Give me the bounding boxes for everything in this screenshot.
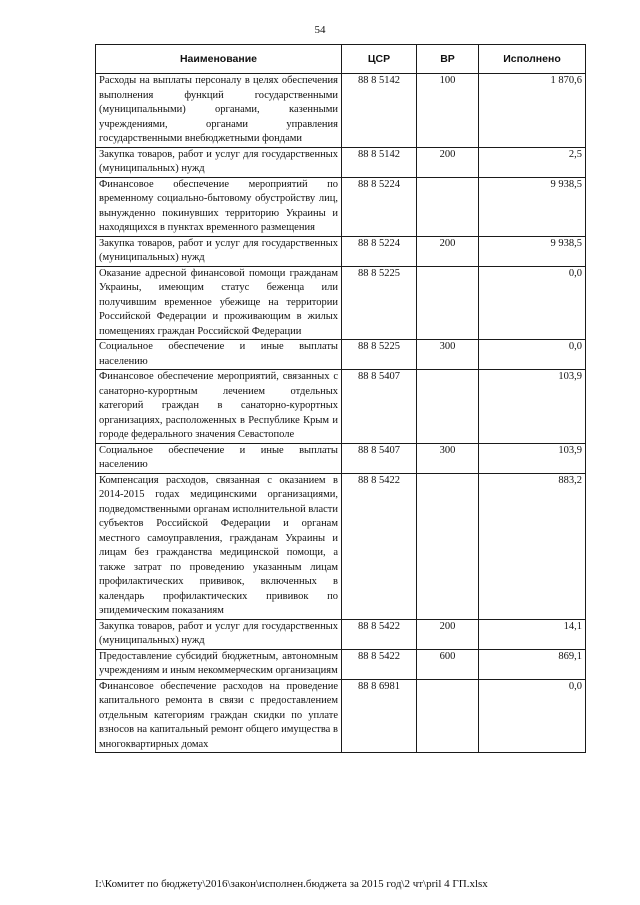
row-amount: 9 938,5 (479, 177, 586, 236)
row-amount: 0,0 (479, 679, 586, 753)
row-csr: 88 8 5422 (342, 619, 417, 649)
table-row (96, 236, 586, 266)
row-csr: 88 8 5407 (342, 370, 417, 444)
row-amount: 103,9 (479, 370, 586, 444)
table-row (96, 443, 586, 473)
row-name: Закупка товаров, работ и услуг для государственных (муниципальных) нужд (96, 619, 342, 649)
row-amount: 2,5 (479, 147, 586, 177)
row-vr (417, 370, 479, 444)
row-vr (417, 473, 479, 619)
row-name: Финансовое обеспечение мероприятий по временному социально-бытовому обустройству лиц, вынужденно покинувших территорию Украины и находящихся в пунктах временного размещения (96, 177, 342, 236)
row-amount: 0,0 (479, 266, 586, 340)
row-vr: 200 (417, 236, 479, 266)
row-vr: 200 (417, 619, 479, 649)
table-row (96, 340, 586, 370)
row-name: Закупка товаров, работ и услуг для государственных (муниципальных) нужд (96, 147, 342, 177)
row-vr (417, 679, 479, 753)
row-amount: 1 870,6 (479, 74, 586, 148)
row-csr: 88 8 5142 (342, 147, 417, 177)
row-amount: 14,1 (479, 619, 586, 649)
table-row (96, 266, 586, 340)
row-name: Социальное обеспечение и иные выплаты населению (96, 340, 342, 370)
table-row (96, 74, 586, 148)
table-row (96, 649, 586, 679)
row-amount: 103,9 (479, 443, 586, 473)
table-row (96, 473, 586, 619)
row-amount: 869,1 (479, 649, 586, 679)
row-csr: 88 8 5224 (342, 236, 417, 266)
budget-execution-table (95, 44, 586, 753)
row-csr: 88 8 5224 (342, 177, 417, 236)
row-name: Оказание адресной финансовой помощи гражданам Украины, имеющим статус беженца или получившим временное убежище на территории Российской Федерации и проживающим в жилых помещениях граждан Российской Федерации (96, 266, 342, 340)
row-vr: 300 (417, 340, 479, 370)
table-row (96, 619, 586, 649)
column-header-amount: Исполнено (479, 45, 586, 74)
row-vr: 600 (417, 649, 479, 679)
row-name: Предоставление субсидий бюджетным, автономным учреждениям и иным некоммерческим организациям (96, 649, 342, 679)
page-number: 54 (314, 24, 326, 36)
row-vr (417, 266, 479, 340)
row-name: Финансовое обеспечение мероприятий, связанных с санаторно-курортным лечением отдельных категорий граждан в санаторно-курортных организациях, расположенных в Республике Крым и городе федерального значения Севастополе (96, 370, 342, 444)
row-amount: 0,0 (479, 340, 586, 370)
column-header-csr: ЦСР (342, 45, 417, 74)
row-csr: 88 8 5407 (342, 443, 417, 473)
row-csr: 88 8 6981 (342, 679, 417, 753)
row-name: Компенсация расходов, связанная с оказанием в 2014-2015 годах медицинскими организациями, подведомственными органам исполнительной власти субъектов Российской Федерации и органам местного самоуправления, гражданам Украины и лицам без гражданства медицинской помощи, а также затрат по проведению указанным лицам профилактических прививок, включенных в календарь профилактических прививок по эпидемическим показаниям (96, 473, 342, 619)
column-header-name: Наименование (96, 45, 342, 74)
row-csr: 88 8 5142 (342, 74, 417, 148)
table-row (96, 679, 586, 753)
table-row (96, 147, 586, 177)
row-csr: 88 8 5422 (342, 473, 417, 619)
file-path-footer: I:\Комитет по бюджету\2016\закон\исполнен.бюджета за 2015 год\2 чт\pril 4 ГП.xlsx (95, 878, 488, 890)
row-vr: 200 (417, 147, 479, 177)
table-row (96, 370, 586, 444)
row-name: Расходы на выплаты персоналу в целях обеспечения выполнения функций государственными (муниципальными) органами, казенными учреждениями, органами управления государственными внебюджетными фондами (96, 74, 342, 148)
row-amount: 883,2 (479, 473, 586, 619)
row-vr (417, 177, 479, 236)
row-vr: 100 (417, 74, 479, 148)
row-name: Закупка товаров, работ и услуг для государственных (муниципальных) нужд (96, 236, 342, 266)
row-amount: 9 938,5 (479, 236, 586, 266)
column-header-vr: ВР (417, 45, 479, 74)
row-csr: 88 8 5422 (342, 649, 417, 679)
table-row (96, 177, 586, 236)
row-vr: 300 (417, 443, 479, 473)
row-name: Социальное обеспечение и иные выплаты населению (96, 443, 342, 473)
row-csr: 88 8 5225 (342, 266, 417, 340)
table-header-row (96, 45, 586, 74)
row-name: Финансовое обеспечение расходов на проведение капитального ремонта в связи с предоставлением отдельным категориям граждан скидки по уплате взносов на капитальный ремонт общего имущества в многоквартирных домах (96, 679, 342, 753)
row-csr: 88 8 5225 (342, 340, 417, 370)
